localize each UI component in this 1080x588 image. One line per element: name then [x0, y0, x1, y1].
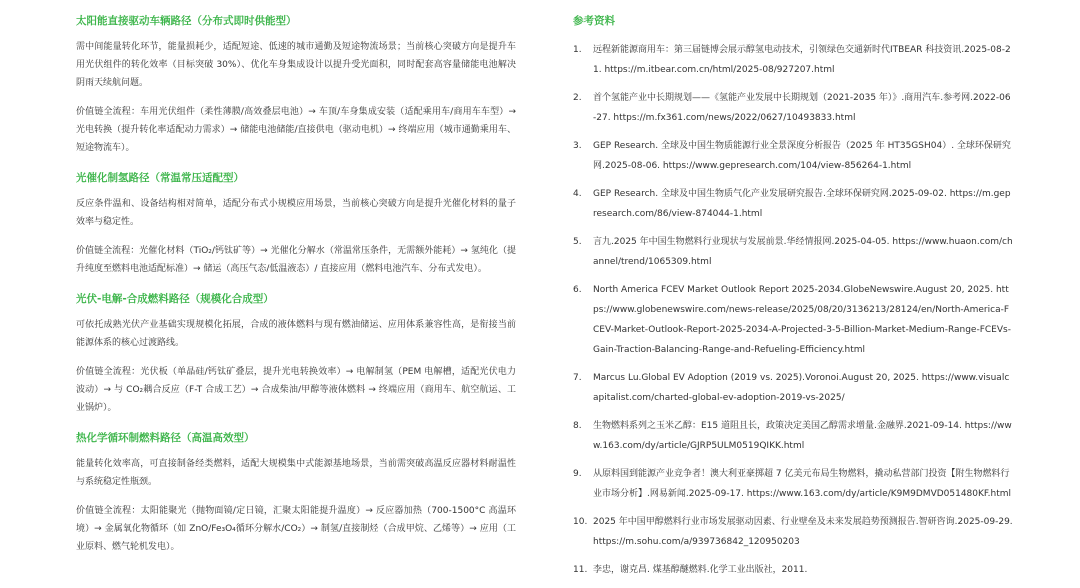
section-paragraph: 可依托成熟光伏产业基础实现规模化拓展，合成的液体燃料与现有燃油储运、应用体系兼容性高，是衔接当前能源体系的核心过渡路线。 — [76, 320, 516, 348]
reference-number: 3. — [573, 141, 582, 151]
reference-text: 李忠，谢克昌. 煤基醇醚燃料.化学工业出版社，2011. — [593, 565, 808, 575]
section-solar-direct — [76, 14, 516, 157]
reference-number: 10. — [573, 517, 588, 527]
reference-item — [573, 464, 1013, 504]
section-pv-electrolysis — [76, 292, 516, 417]
section-paragraph: 需中间能量转化环节，能量损耗少，适配短途、低速的城市通勤及短途物流场景；当前核心突破方向是提升车用光伏组件的转化效率（目标突破 30%）、优化车身集成设计以提升受光面积，同时配套高容量储能电池解决阴雨天续航问题。 — [76, 42, 516, 88]
reference-text: 生物燃料系列之玉米乙醇：E15 道阻且长，政策决定美国乙醇需求增量.金融界.2021-09-14. https://www.163.com/dy/article/GJRP5ULM0519QIKK.html — [593, 421, 1012, 451]
reference-text: North America FCEV Market Outlook Report 2025-2034.GlobeNewswire.August 20, 2025. https://www.globenewswire.com/news-release/2025/08/20/3136213/28124/en/North-America-FCEV-Market-Outlook-Report-2025-2034-A-Projected-3-5-Billion-Market-Medium-Range-FCEVs-Gain-Traction-Balancing-Range-and-Refueling-Efficiency.html — [593, 285, 1011, 355]
section-thermochemical — [76, 431, 516, 556]
reference-text: 从原料国到能源产业竞争者！澳大利亚豪掷超 7 亿美元布局生物燃料，撬动私营部门投资【附生物燃料行业市场分析】.网易新闻.2025-09-17. https://www.163.com/dy/article/K9M9DMVD051480KF.html — [593, 469, 1012, 499]
reference-text: GEP Research. 全球及中国生物质气化产业发展研究报告.全球环保研究网.2025-09-02. https://m.gepresearch.com/86/view-874044-1.html — [593, 189, 1011, 219]
reference-number: 8. — [573, 421, 582, 431]
reference-item — [573, 512, 1013, 552]
reference-item — [573, 280, 1013, 360]
reference-item — [573, 560, 1013, 580]
reference-text: 言九.2025 年中国生物燃料行业现状与发展前景.华经情报网.2025-04-05. https://www.huaon.com/channel/trend/1065309.html — [593, 237, 1013, 267]
reference-number: 6. — [573, 285, 582, 295]
reference-number: 1. — [573, 45, 582, 55]
reference-text: 首个氢能产业中长期规划——《氢能产业发展中长期规划（2021-2035 年）》.商用汽车.参考网.2022-06-27. https://m.fx361.com/news/2022/0627/10493833.html — [593, 93, 1011, 123]
section-photocatalytic — [76, 171, 516, 278]
reference-text: GEP Research. 全球及中国生物质能源行业全景深度分析报告（2025 年 HT35GSH04）. 全球环保研究网.2025-08-06. https://www.gepresearch.com/104/view-856264-1.html — [593, 141, 1011, 171]
reference-number: 5. — [573, 237, 582, 247]
left-column — [76, 14, 516, 556]
reference-item — [573, 40, 1013, 80]
reference-number: 11. — [573, 565, 588, 575]
section-heading: 光催化制氢路径（常温常压适配型） — [76, 172, 244, 184]
references-title: 参考资料 — [573, 15, 615, 27]
section-paragraph: 价值链全流程：光催化材料（TiO₂/钙钛矿等）→ 光催化分解水（常温常压条件，无需额外能耗）→ 氢纯化（提升纯度至燃料电池适配标准）→ 储运（高压气态/低温液态）/ 直接应用（燃料电池汽车、分布式发电）。 — [76, 246, 516, 274]
references-column — [573, 14, 1013, 588]
section-heading: 太阳能直接驱动车辆路径（分布式即时供能型） — [76, 15, 297, 27]
section-paragraph: 价值链全流程：太阳能聚光（抛物面镜/定日镜，汇聚太阳能提升温度）→ 反应器加热（700-1500°C 高温环境）→ 金属氧化物循环（如 ZnO/Fe₃O₄循环分解水/CO₂）→ 制氢/直接制烃（合成甲烷、乙烯等）→ 应用（工业原料、燃气轮机发电）。 — [76, 506, 516, 552]
reference-text: Marcus Lu.Global EV Adoption (2019 vs. 2025).Voronoi.August 20, 2025. https://www.visualcapitalist.com/charted-global-ev-adoption-2019-vs-2025/ — [593, 373, 1010, 403]
reference-text: 2025 年中国甲醇燃料行业市场发展驱动因素、行业壁垒及未来发展趋势预测报告.智研咨询.2025-09-29. https://m.sohu.com/a/939736842_120950203 — [593, 517, 1013, 547]
reference-item — [573, 232, 1013, 272]
section-paragraph: 能量转化效率高，可直接制备经类燃料，适配大规模集中式能源基地场景，当前需突破高温反应器材料耐温性与系统稳定性瓶颈。 — [76, 459, 516, 487]
reference-item — [573, 136, 1013, 176]
reference-number: 2. — [573, 93, 582, 103]
reference-item — [573, 368, 1013, 408]
reference-text: 远程新能源商用车：第三届链博会展示醇氢电动技术，引领绿色交通新时代ITBEAR 科技资讯.2025-08-21. https://m.itbear.com.cn/html/2025-08/927207.html — [593, 45, 1011, 75]
section-paragraph: 价值链全流程：光伏板（单晶硅/钙钛矿叠层，提升光电转换效率）→ 电解制氢（PEM 电解槽，适配光伏电力波动）→ 与 CO₂耦合反应（F-T 合成工艺）→ 合成柴油/甲醇等液体燃料 → 终端应用（商用车、航空航运、工业锅炉）。 — [76, 367, 516, 413]
reference-item — [573, 416, 1013, 456]
reference-number: 9. — [573, 469, 582, 479]
section-heading: 热化学循环制燃料路径（高温高效型） — [76, 432, 255, 444]
reference-item — [573, 184, 1013, 224]
section-heading: 光伏-电解-合成燃料路径（规模化合成型） — [76, 293, 274, 305]
reference-number: 4. — [573, 189, 582, 199]
references-list — [573, 40, 1013, 580]
reference-item — [573, 88, 1013, 128]
section-paragraph: 反应条件温和、设备结构相对简单，适配分布式小规模应用场景，当前核心突破方向是提升光催化材料的量子效率与稳定性。 — [76, 199, 516, 227]
reference-number: 7. — [573, 373, 582, 383]
section-paragraph: 价值链全流程：车用光伏组件（柔性薄膜/高效叠层电池）→ 车顶/车身集成安装（适配乘用车/商用车车型）→ 光电转换（提升转化率适配动力需求）→ 储能电池储能/直接供电（驱动电机）→ 终端应用（城市通勤乘用车、短途物流车）。 — [76, 107, 516, 153]
